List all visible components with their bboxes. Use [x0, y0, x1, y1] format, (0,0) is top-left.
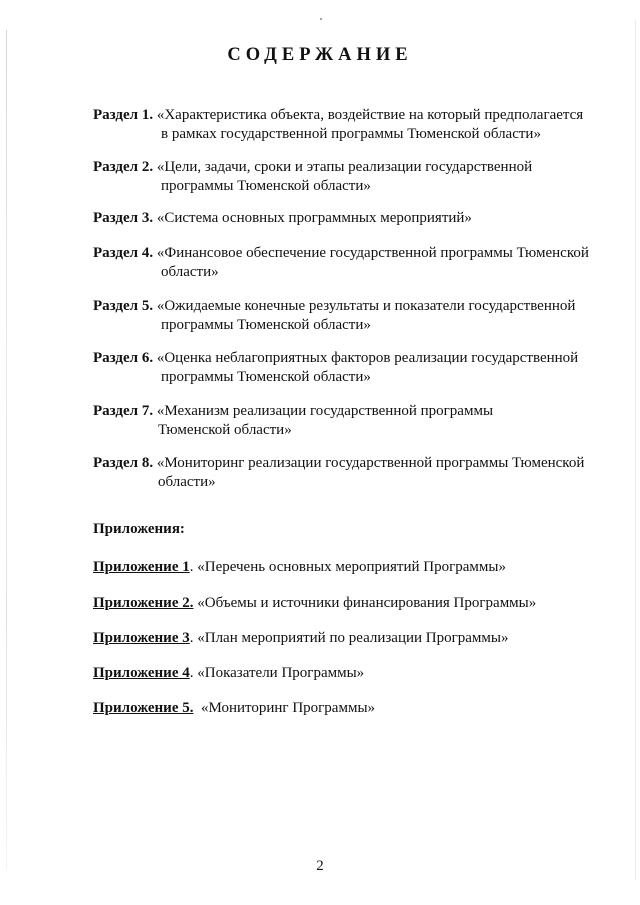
- page-title: СОДЕРЖАНИЕ: [227, 45, 413, 65]
- section-title-line2: программы Тюменской области»: [161, 317, 371, 333]
- page-number: 2: [316, 858, 324, 874]
- toc-section-5: [93, 297, 608, 335]
- section-number: Раздел 4.: [93, 245, 154, 261]
- appendix-1: [93, 558, 613, 577]
- appendix-separator: .: [189, 559, 198, 575]
- appendix-title: «Мониторинг Программы»: [200, 700, 376, 716]
- section-number: Раздел 7.: [93, 403, 154, 419]
- toc-section-1: [93, 106, 608, 144]
- appendix-2: [93, 594, 613, 613]
- section-number: Раздел 5.: [93, 298, 154, 314]
- toc-section-8: [93, 454, 608, 492]
- appendix-5: [93, 699, 613, 718]
- scan-edge-right: [635, 20, 636, 880]
- section-title-line2: области»: [158, 474, 216, 490]
- section-title-line1: «Оценка неблагоприятных факторов реализации государственной: [156, 350, 579, 366]
- section-number: Раздел 2.: [93, 159, 154, 175]
- scan-edge-left: [6, 30, 7, 870]
- section-title-line2: Тюменской области»: [158, 422, 292, 438]
- scan-speck: [320, 18, 322, 20]
- appendix-title: «Объемы и источники финансирования Программы»: [197, 595, 537, 611]
- appendix-label: Приложение 4: [93, 665, 190, 681]
- appendix-separator: .: [189, 665, 198, 681]
- appendix-3: [93, 629, 613, 648]
- toc-section-2: [93, 158, 608, 196]
- appendix-title: «Показатели Программы»: [197, 665, 365, 681]
- appendix-title: «План мероприятий по реализации Программы»: [197, 630, 509, 646]
- appendix-label: Приложение 5.: [93, 700, 194, 716]
- toc-section-3: [93, 209, 608, 228]
- toc-section-6: [93, 349, 608, 387]
- section-title-line1: «Механизм реализации государственной программы: [156, 403, 494, 419]
- section-number: Раздел 3.: [93, 210, 154, 226]
- appendix-label: Приложение 2.: [93, 595, 194, 611]
- section-title-line1: «Система основных программных мероприятий»: [156, 210, 472, 226]
- section-title-line2: программы Тюменской области»: [161, 178, 371, 194]
- appendices-heading: Приложения:: [93, 521, 185, 537]
- section-number: Раздел 8.: [93, 455, 154, 471]
- appendix-label: Приложение 3: [93, 630, 190, 646]
- section-title-line1: «Характеристика объекта, воздействие на который предполагается: [156, 107, 584, 123]
- appendix-separator: .: [189, 630, 198, 646]
- appendix-separator: [193, 700, 201, 716]
- section-number: Раздел 6.: [93, 350, 154, 366]
- toc-section-7: [93, 402, 608, 440]
- section-title-line1: «Мониторинг реализации государственной программы Тюменской: [156, 455, 585, 471]
- appendix-title: «Перечень основных мероприятий Программы»: [197, 559, 506, 575]
- appendix-4: [93, 664, 613, 683]
- section-title-line1: «Цели, задачи, сроки и этапы реализации государственной: [156, 159, 533, 175]
- section-title-line1: «Финансовое обеспечение государственной программы Тюменской: [156, 245, 589, 261]
- appendix-label: Приложение 1: [93, 559, 190, 575]
- section-title-line1: «Ожидаемые конечные результаты и показатели государственной: [156, 298, 576, 314]
- section-title-line2: программы Тюменской области»: [161, 369, 371, 385]
- toc-section-4: [93, 244, 608, 282]
- section-title-line2: в рамках государственной программы Тюменской области»: [161, 126, 541, 142]
- section-title-line2: области»: [161, 264, 219, 280]
- section-number: Раздел 1.: [93, 107, 154, 123]
